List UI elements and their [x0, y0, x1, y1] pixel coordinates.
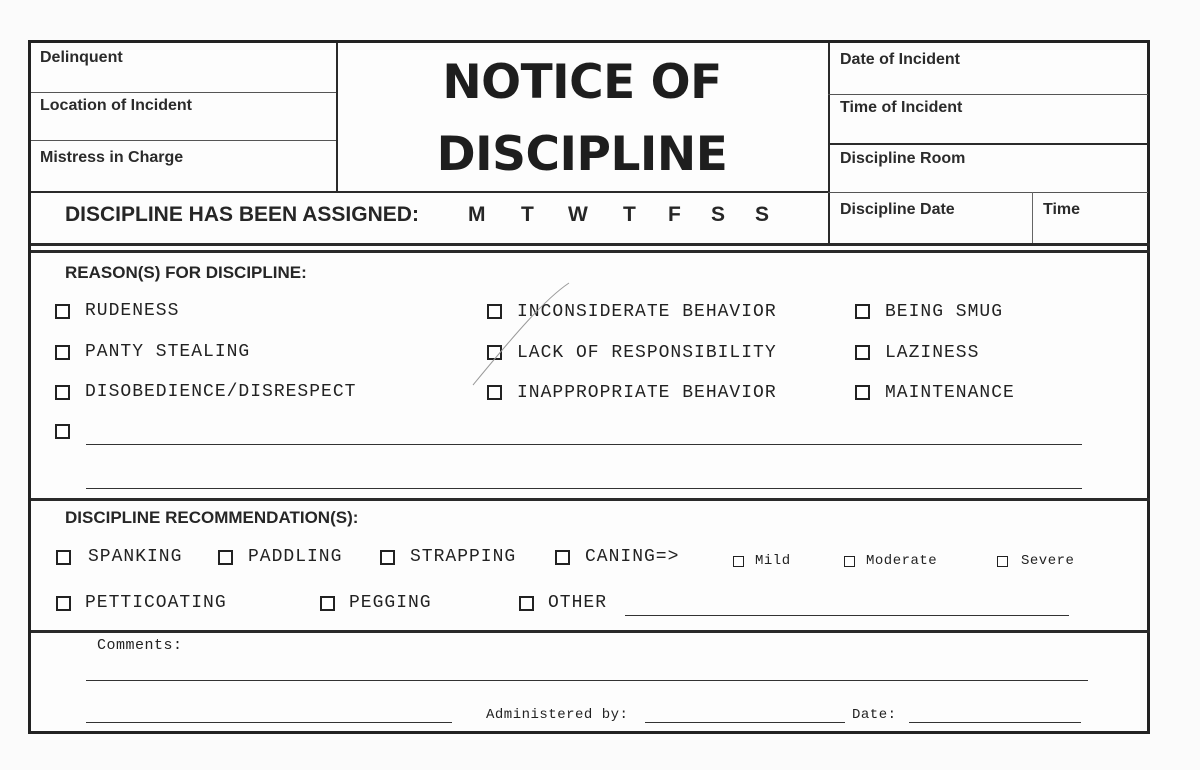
checkbox-panty-stealing[interactable]: [55, 345, 70, 360]
reason-inappropriate-behavior: INAPPROPRIATE BEHAVIOR: [517, 383, 777, 403]
delinquent-label: Delinquent: [40, 49, 123, 66]
header-bottom-line: [31, 191, 828, 193]
checkbox-spanking[interactable]: [56, 550, 71, 565]
checkbox-other-reason[interactable]: [55, 424, 70, 439]
discipline-date-label: Discipline Date: [840, 201, 955, 218]
checkbox-pegging[interactable]: [320, 596, 335, 611]
checkbox-petticoating[interactable]: [56, 596, 71, 611]
mistress-in-charge-label: Mistress in Charge: [40, 149, 184, 166]
checkbox-mild[interactable]: [733, 556, 744, 567]
rec-spanking: SPANKING: [88, 547, 183, 567]
reason-lack-of-responsibility: LACK OF RESPONSIBILITY: [517, 343, 777, 363]
day-friday[interactable]: F: [668, 203, 681, 226]
checkbox-moderate[interactable]: [844, 556, 855, 567]
right-row-line-3: [828, 192, 1148, 193]
rec-petticoating: PETTICOATING: [85, 593, 227, 613]
other-reason-line-2[interactable]: [86, 488, 1082, 489]
recommendations-heading: DISCIPLINE RECOMMENDATION(S):: [65, 508, 359, 527]
section-double-line-top: [31, 243, 1150, 246]
reason-inconsiderate-behavior: INCONSIDERATE BEHAVIOR: [517, 302, 777, 322]
comments-line[interactable]: [86, 680, 1088, 681]
checkbox-paddling[interactable]: [218, 550, 233, 565]
time-label: Time: [1043, 201, 1081, 218]
stray-pen-mark: [465, 279, 575, 389]
left-row-line-1: [31, 92, 336, 93]
rec-paddling: PADDLING: [248, 547, 343, 567]
assigned-label: DISCIPLINE HAS BEEN ASSIGNED:: [65, 203, 419, 226]
day-thursday[interactable]: T: [623, 203, 636, 226]
recommendations-top-line: [31, 498, 1150, 501]
checkbox-maintenance[interactable]: [855, 385, 870, 400]
reason-panty-stealing: PANTY STEALING: [85, 342, 251, 362]
checkbox-strapping[interactable]: [380, 550, 395, 565]
discipline-room-label: Discipline Room: [840, 150, 966, 167]
other-recommendation-line[interactable]: [625, 615, 1069, 616]
reason-being-smug: BEING SMUG: [885, 302, 1004, 322]
caning-severe: Severe: [1021, 553, 1075, 569]
comments-label: Comments:: [97, 637, 183, 654]
other-reason-line-1[interactable]: [86, 444, 1082, 445]
date-line[interactable]: [909, 722, 1081, 723]
administered-by-line[interactable]: [645, 722, 845, 723]
checkbox-caning[interactable]: [555, 550, 570, 565]
reason-disobedience-disrespect: DISOBEDIENCE/DISRESPECT: [85, 382, 357, 402]
checkbox-laziness[interactable]: [855, 345, 870, 360]
title-line-1: NOTICE OF: [442, 55, 722, 110]
day-saturday[interactable]: S: [711, 203, 726, 226]
date-label: Date:: [852, 707, 897, 723]
right-row-line-1: [828, 94, 1148, 95]
title-line-2: DISCIPLINE: [436, 127, 728, 182]
checkbox-disobedience-disrespect[interactable]: [55, 385, 70, 400]
reason-laziness: LAZINESS: [885, 343, 980, 363]
reason-maintenance: MAINTENANCE: [885, 383, 1015, 403]
checkbox-being-smug[interactable]: [855, 304, 870, 319]
rec-other: OTHER: [548, 593, 608, 613]
signature-line[interactable]: [86, 722, 452, 723]
caning-moderate: Moderate: [866, 553, 938, 569]
time-divider: [1032, 192, 1033, 243]
caning-mild: Mild: [755, 553, 791, 569]
reasons-heading: REASON(S) FOR DISCIPLINE:: [65, 263, 307, 282]
footer-top-line: [31, 630, 1150, 633]
checkbox-other[interactable]: [519, 596, 534, 611]
administered-by-label: Administered by:: [486, 707, 629, 723]
day-tuesday[interactable]: T: [521, 203, 534, 226]
location-of-incident-label: Location of Incident: [40, 97, 192, 114]
rec-pegging: PEGGING: [349, 593, 432, 613]
notice-of-discipline-form: [28, 40, 1150, 734]
checkbox-severe[interactable]: [997, 556, 1008, 567]
reason-rudeness: RUDENESS: [85, 301, 180, 321]
rec-strapping: STRAPPING: [410, 547, 517, 567]
rec-caning: CANING=>: [585, 547, 680, 567]
checkbox-rudeness[interactable]: [55, 304, 70, 319]
day-sunday[interactable]: S: [755, 203, 770, 226]
section-double-line-bottom: [31, 250, 1150, 253]
date-of-incident-label: Date of Incident: [840, 51, 961, 68]
right-row-line-2: [828, 143, 1148, 145]
left-row-line-2: [31, 140, 336, 141]
day-wednesday[interactable]: W: [568, 203, 588, 226]
day-monday[interactable]: M: [468, 203, 486, 226]
time-of-incident-label: Time of Incident: [840, 99, 963, 116]
